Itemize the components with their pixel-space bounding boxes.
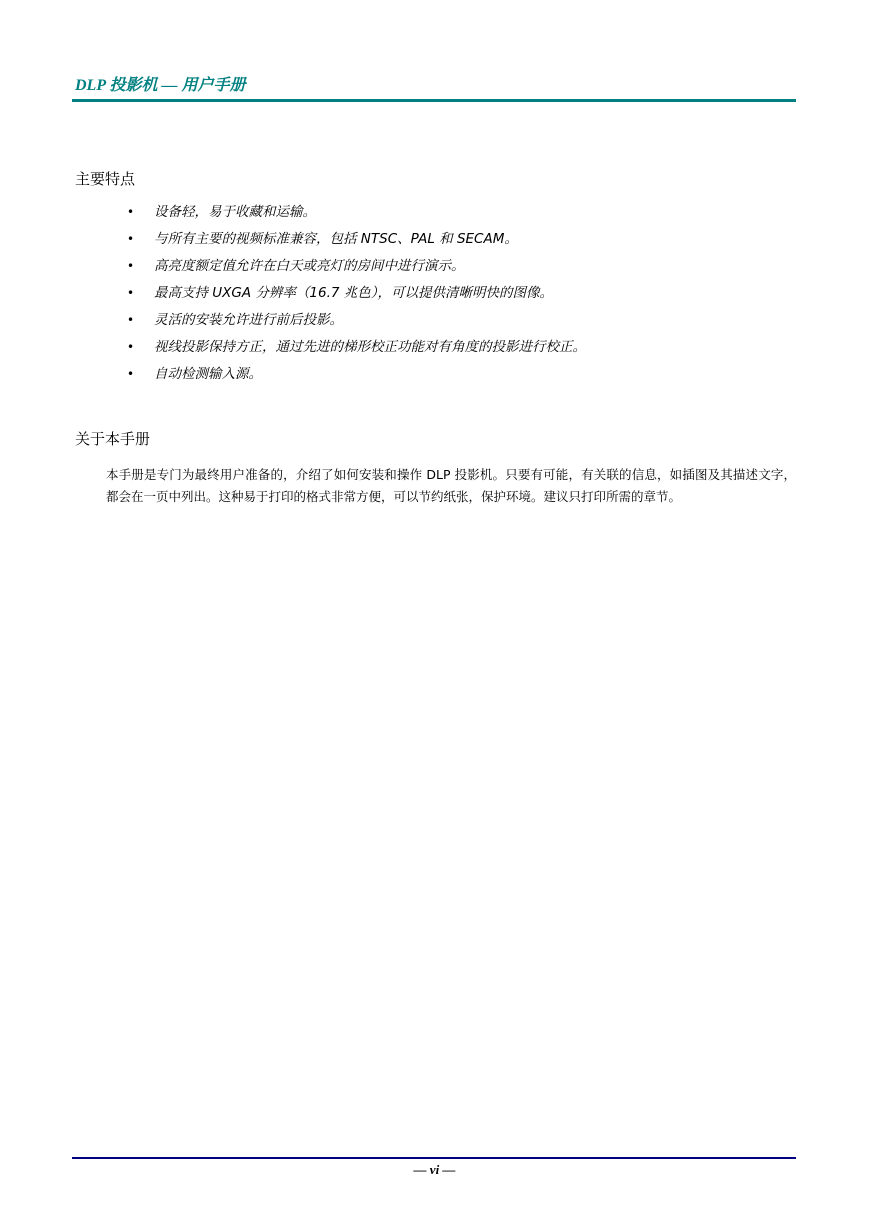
list-item xyxy=(0,201,869,228)
about-paragraph: 本手册是专门为最终用户准备的，介绍了如何安装和操作 DLP 投影机。只要有可能，有关联的信息，如插图及其描述文字，都会在一页中列出。这种易于打印的格式非常方便，可以节约纸张，保护环境。建议只打印所需的章节。 xyxy=(106,467,796,504)
list-item xyxy=(0,282,869,309)
running-header-title: DLP 投影机 — 用户手册 xyxy=(75,77,246,94)
list-item xyxy=(0,336,869,363)
page-number: — vi — xyxy=(413,1162,456,1177)
bullet-icon: • xyxy=(127,340,135,354)
feature-text: 自动检测输入源。 xyxy=(154,366,262,382)
feature-text: 设备轻，易于收藏和运输。 xyxy=(154,204,316,220)
list-item xyxy=(0,309,869,336)
features-list xyxy=(0,201,869,390)
list-item xyxy=(0,255,869,282)
footer-divider xyxy=(72,1157,796,1159)
bullet-icon: • xyxy=(127,232,135,246)
feature-text: 高亮度额定值允许在白天或亮灯的房间中进行演示。 xyxy=(154,258,465,274)
bullet-icon: • xyxy=(127,205,135,219)
feature-text: 视线投影保持方正，通过先进的梯形校正功能对有角度的投影进行校正。 xyxy=(154,339,586,355)
feature-text: 灵活的安装允许进行前后投影。 xyxy=(154,312,343,328)
list-item xyxy=(0,363,869,390)
bullet-icon: • xyxy=(127,313,135,327)
bullet-icon: • xyxy=(127,286,135,300)
bullet-icon: • xyxy=(127,367,135,381)
feature-text: 与所有主要的视频标准兼容，包括 NTSC、PAL 和 SECAM。 xyxy=(154,231,518,247)
bullet-icon: • xyxy=(127,259,135,273)
feature-text: 最高支持 UXGA 分辨率（16.7 兆色），可以提供清晰明快的图像。 xyxy=(154,285,554,301)
header-divider xyxy=(72,99,796,102)
about-heading: 关于本手册 xyxy=(75,430,151,448)
list-item xyxy=(0,228,869,255)
features-heading: 主要特点 xyxy=(75,170,136,188)
